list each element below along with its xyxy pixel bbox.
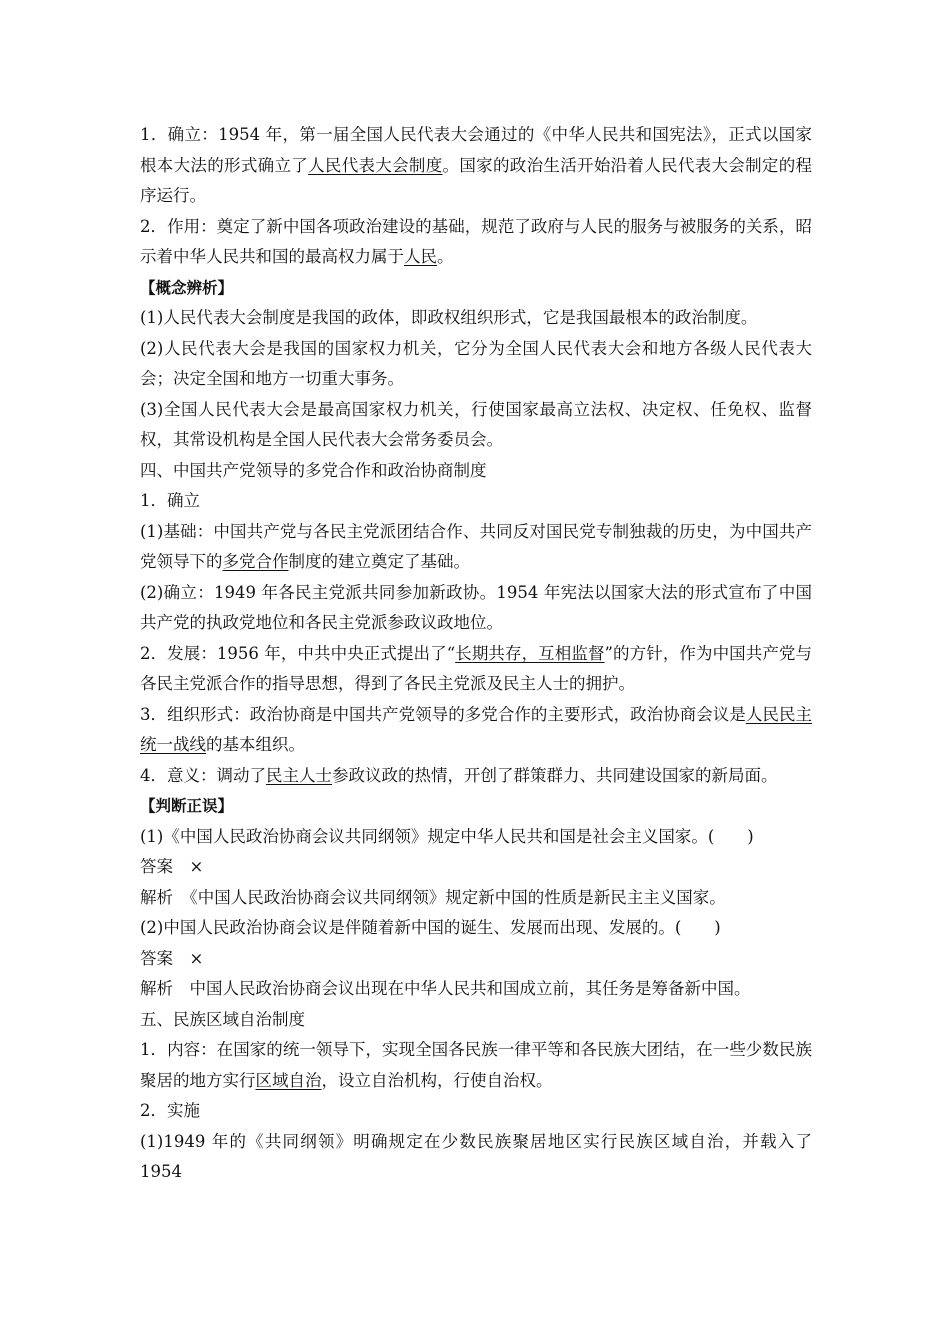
paragraph <box>140 944 812 975</box>
text-run: (2)确立：1949 年各民主党派共同参加新政协。1954 年宪法以国家大法的形式宣布了中国共产党的执政党地位和各民主党派参政议政地位。 <box>140 582 812 632</box>
text-run: 。国家的政治生活开始沿着人民代表大会制定的程序运行。 <box>140 155 813 205</box>
text-run: 解析 《中国人民政治协商会议共同纲领》规定新中国的性质是新民主主义国家。 <box>140 887 726 907</box>
text-run: (1)人民代表大会制度是我国的政体，即政权组织形式，它是我国最根本的政治制度。 <box>140 308 758 327</box>
paragraph <box>140 120 812 212</box>
text-run: (1)1949 年的《共同纲领》明确规定在少数民族聚居地区实行民族区域自治，并载入了 1954 <box>140 1131 812 1181</box>
paragraph <box>140 852 812 883</box>
text-run: 五、民族区域自治制度 <box>140 1009 305 1029</box>
paragraph <box>140 1035 812 1096</box>
paragraph <box>140 212 812 273</box>
text-run: 。 <box>437 247 454 266</box>
paragraph <box>140 334 812 395</box>
text-run: 【判断正误】 <box>140 797 234 815</box>
text-run: 制度的建立奠定了基础。 <box>288 552 470 571</box>
text-run: (1)《中国人民政治协商会议共同纲领》规定中华人民共和国是社会主义国家。( ) <box>140 826 754 846</box>
section-bracket-heading <box>140 273 812 304</box>
text-run: 3．组织形式：政治协商是中国共产党领导的多党合作的主要形式，政治协商会议是 <box>140 704 746 724</box>
text-run: 4．意义：调动了 <box>140 765 266 785</box>
paragraph <box>140 1096 812 1127</box>
paragraph <box>140 1127 812 1188</box>
text-run: 1．确立 <box>140 491 200 510</box>
text-run: (3)全国人民代表大会是最高国家权力机关，行使国家最高立法权、决定权、任免权、监督权，其常设机构是全国人民代表大会常务委员会。 <box>140 399 812 449</box>
paragraph <box>140 883 812 914</box>
text-run: 1．确立：1954 年，第一届全国人民代表大会通过的《中华人民共和国宪法》，正式以国家根本大法的形式确立了 <box>140 125 812 175</box>
paragraph <box>140 913 812 944</box>
text-run: 答案 × <box>140 857 204 876</box>
paragraph <box>140 974 812 1005</box>
underlined-term: 区域自治 <box>255 1070 322 1090</box>
paragraph <box>140 486 812 517</box>
paragraph <box>140 303 812 334</box>
underlined-term: 人民 <box>404 247 437 266</box>
text-run: (2)人民代表大会是我国的国家权力机关，它分为全国人民代表大会和地方各级人民代表大会；决定全国和地方一切重大事务。 <box>140 338 812 388</box>
paragraph <box>140 700 812 761</box>
text-run: 【概念辨析】 <box>140 278 234 297</box>
document-body <box>140 120 812 1188</box>
underlined-term: 人民民主统一战线 <box>140 704 813 754</box>
paragraph <box>140 578 812 639</box>
paragraph <box>140 456 812 487</box>
paragraph <box>140 761 812 792</box>
text-run: 2．发展：1956 年，中共中央正式提出了“ <box>140 643 456 663</box>
underlined-term: 人民代表大会制度 <box>308 155 443 175</box>
text-run: ，设立自治机构，行使自治权。 <box>321 1070 553 1090</box>
paragraph <box>140 517 812 578</box>
text-run: 2．实施 <box>140 1101 200 1120</box>
underlined-term: 多党合作 <box>222 552 289 571</box>
text-run: 2．作用：奠定了新中国各项政治建设的基础，规范了政府与人民的服务与被服务的关系，昭示着中华人民共和国的最高权力属于 <box>140 216 812 266</box>
text-run: ”的方针，作为中国共产党与各民主党派合作的指导思想，得到了各民主党派及民主人士的拥护。 <box>140 643 813 693</box>
underlined-term: 民主人士 <box>266 765 332 785</box>
text-run: 解析 中国人民政治协商会议出现在中华人民共和国成立前，其任务是筹备新中国。 <box>140 979 751 998</box>
text-run: (1)基础：中国共产党与各民主党派团结合作、共同反对国民党专制独裁的历史，为中国共产党领导下的 <box>140 521 812 571</box>
text-run: 1．内容：在国家的统一领导下，实现全国各民族一律平等和各民族大团结，在一些少数民族聚居的地方实行 <box>140 1040 812 1090</box>
paragraph <box>140 395 812 456</box>
paragraph <box>140 639 812 700</box>
paragraph <box>140 1005 812 1036</box>
text-run: (2)中国人民政治协商会议是伴随着新中国的诞生、发展而出现、发展的。( ) <box>140 918 721 937</box>
text-run: 答案 × <box>140 948 204 968</box>
paragraph <box>140 822 812 853</box>
text-run: 四、中国共产党领导的多党合作和政治协商制度 <box>140 460 487 480</box>
section-bracket-heading <box>140 791 812 822</box>
text-run: 参政议政的热情，开创了群策群力、共同建设国家的新局面。 <box>332 765 778 785</box>
text-run: 的基本组织。 <box>206 735 305 754</box>
underlined-term: 长期共存，互相监督 <box>455 643 605 663</box>
